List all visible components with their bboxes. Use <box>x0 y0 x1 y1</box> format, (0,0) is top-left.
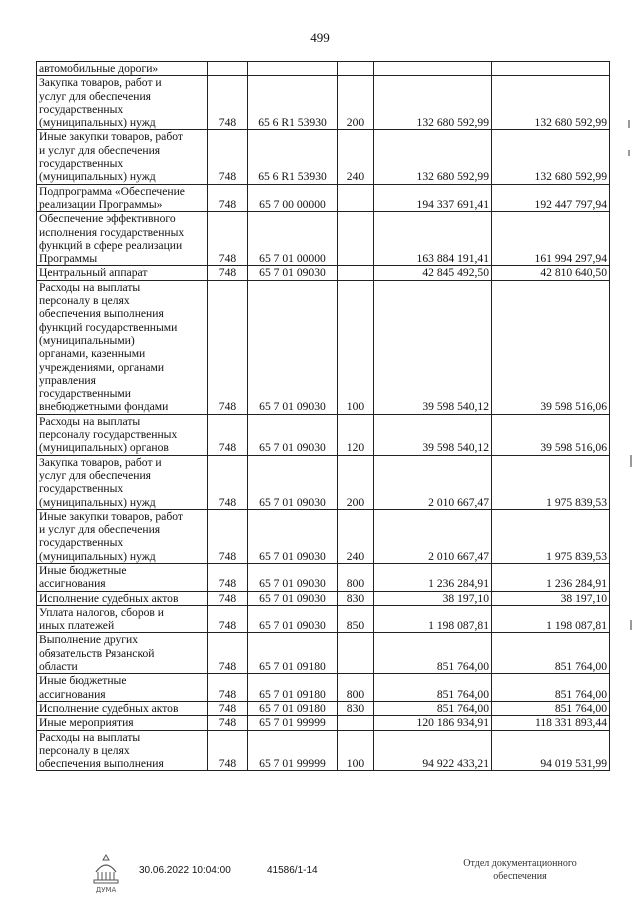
cell-sum-1: 120 186 934,91 <box>374 716 492 730</box>
table-row <box>37 184 610 212</box>
cell-sum-2: 161 994 297,94 <box>492 212 610 266</box>
cell-sum-2 <box>492 62 610 76</box>
page-number: 499 <box>310 30 330 45</box>
cell-csr: 65 7 01 09180 <box>248 701 338 715</box>
cell-csr: 65 7 01 09030 <box>248 605 338 633</box>
cell-name: Расходы на выплаты персоналу в целях обеспечения выполнения функций государственными (муниципальными) органами, казенными учреждениями, органами управления государственными внебюджетными фондами <box>37 280 208 414</box>
cell-ved: 748 <box>208 280 248 414</box>
cell-sum-1 <box>374 62 492 76</box>
cell-sum-1: 851 764,00 <box>374 674 492 702</box>
cell-vr <box>338 633 374 674</box>
scan-margin-mark <box>628 120 630 128</box>
cell-sum-1: 851 764,00 <box>374 701 492 715</box>
table-row <box>37 455 610 509</box>
table-row <box>37 716 610 730</box>
cell-sum-1: 39 598 540,12 <box>374 414 492 455</box>
cell-vr <box>338 716 374 730</box>
table-row <box>37 414 610 455</box>
cell-sum-2: 94 019 531,99 <box>492 730 610 771</box>
cell-ved: 748 <box>208 414 248 455</box>
table-row <box>37 509 610 563</box>
budget-table <box>36 61 610 771</box>
cell-csr: 65 7 01 09180 <box>248 633 338 674</box>
registration-number: 41586/1-14 <box>267 865 318 876</box>
table-row <box>37 76 610 130</box>
cell-csr: 65 7 01 09030 <box>248 591 338 605</box>
cell-sum-2: 39 598 516,06 <box>492 280 610 414</box>
cell-sum-1: 38 197,10 <box>374 591 492 605</box>
cell-name: Выполнение других обязательств Рязанской области <box>37 633 208 674</box>
cell-vr: 830 <box>338 591 374 605</box>
cell-csr: 65 7 01 09030 <box>248 414 338 455</box>
cell-csr: 65 6 R1 53930 <box>248 130 338 184</box>
cell-vr: 200 <box>338 76 374 130</box>
cell-csr: 65 7 00 00000 <box>248 184 338 212</box>
table-row <box>37 563 610 591</box>
cell-name: Исполнение судебных актов <box>37 591 208 605</box>
cell-csr: 65 7 01 99999 <box>248 716 338 730</box>
cell-name: Иные закупки товаров, работ и услуг для обеспечения государственных (муниципальных) нужд <box>37 130 208 184</box>
cell-ved: 748 <box>208 509 248 563</box>
cell-sum-2: 1 236 284,91 <box>492 563 610 591</box>
cell-ved <box>208 62 248 76</box>
cell-vr <box>338 62 374 76</box>
cell-name: Иные закупки товаров, работ и услуг для обеспечения государственных (муниципальных) нужд <box>37 509 208 563</box>
cell-csr: 65 7 01 09030 <box>248 455 338 509</box>
table-row <box>37 633 610 674</box>
cell-csr: 65 7 01 09030 <box>248 266 338 280</box>
cell-name: Подпрограмма «Обеспечение реализации Программы» <box>37 184 208 212</box>
document-date: 30.06.2022 10:04:00 <box>139 865 231 876</box>
cell-ved: 748 <box>208 716 248 730</box>
cell-csr: 65 7 01 99999 <box>248 730 338 771</box>
cell-sum-1: 94 922 433,21 <box>374 730 492 771</box>
cell-name: Иные бюджетные ассигнования <box>37 674 208 702</box>
cell-sum-2: 132 680 592,99 <box>492 76 610 130</box>
cell-vr: 800 <box>338 563 374 591</box>
cell-sum-2: 1 975 839,53 <box>492 509 610 563</box>
table-row <box>37 674 610 702</box>
cell-ved: 748 <box>208 76 248 130</box>
footer <box>0 852 640 902</box>
table-row <box>37 212 610 266</box>
cell-sum-1: 2 010 667,47 <box>374 509 492 563</box>
cell-ved: 748 <box>208 130 248 184</box>
cell-sum-1: 194 337 691,41 <box>374 184 492 212</box>
table-row <box>37 62 610 76</box>
cell-vr: 830 <box>338 701 374 715</box>
table-row <box>37 280 610 414</box>
table-row <box>37 605 610 633</box>
cell-csr: 65 7 01 09030 <box>248 509 338 563</box>
cell-sum-2: 851 764,00 <box>492 633 610 674</box>
cell-vr: 240 <box>338 509 374 563</box>
cell-vr <box>338 212 374 266</box>
cell-vr: 240 <box>338 130 374 184</box>
department-stamp: Отдел документационного обеспечения <box>463 858 577 882</box>
table-row <box>37 266 610 280</box>
scan-margin-mark <box>628 150 630 156</box>
scan-margin-mark <box>630 620 632 630</box>
cell-sum-1: 851 764,00 <box>374 633 492 674</box>
cell-name: Исполнение судебных актов <box>37 701 208 715</box>
cell-sum-1: 1 198 087,81 <box>374 605 492 633</box>
cell-name: Иные бюджетные ассигнования <box>37 563 208 591</box>
cell-ved: 748 <box>208 455 248 509</box>
cell-ved: 748 <box>208 674 248 702</box>
cell-sum-1: 42 845 492,50 <box>374 266 492 280</box>
cell-sum-1: 2 010 667,47 <box>374 455 492 509</box>
cell-name: Уплата налогов, сборов и иных платежей <box>37 605 208 633</box>
cell-csr: 65 7 01 09030 <box>248 280 338 414</box>
cell-sum-1: 1 236 284,91 <box>374 563 492 591</box>
cell-ved: 748 <box>208 266 248 280</box>
duma-emblem-icon <box>88 852 124 896</box>
cell-vr <box>338 266 374 280</box>
cell-ved: 748 <box>208 563 248 591</box>
cell-sum-2: 42 810 640,50 <box>492 266 610 280</box>
cell-sum-1: 132 680 592,99 <box>374 76 492 130</box>
budget-table-body <box>37 62 610 771</box>
cell-name: автомобильные дороги» <box>37 62 208 76</box>
cell-csr: 65 6 R1 53930 <box>248 76 338 130</box>
cell-ved: 748 <box>208 184 248 212</box>
cell-sum-2: 851 764,00 <box>492 701 610 715</box>
cell-vr <box>338 184 374 212</box>
table-row <box>37 730 610 771</box>
cell-sum-1: 163 884 191,41 <box>374 212 492 266</box>
cell-vr: 850 <box>338 605 374 633</box>
cell-name: Обеспечение эффективного исполнения государственных функций в сфере реализации Программы <box>37 212 208 266</box>
cell-ved: 748 <box>208 633 248 674</box>
cell-ved: 748 <box>208 212 248 266</box>
cell-vr: 120 <box>338 414 374 455</box>
cell-sum-2: 192 447 797,94 <box>492 184 610 212</box>
cell-name: Расходы на выплаты персоналу в целях обеспечения выполнения <box>37 730 208 771</box>
cell-sum-1: 39 598 540,12 <box>374 280 492 414</box>
cell-sum-2: 1 198 087,81 <box>492 605 610 633</box>
table-row <box>37 701 610 715</box>
cell-sum-1: 132 680 592,99 <box>374 130 492 184</box>
cell-name: Центральный аппарат <box>37 266 208 280</box>
cell-ved: 748 <box>208 605 248 633</box>
cell-ved: 748 <box>208 701 248 715</box>
cell-sum-2: 39 598 516,06 <box>492 414 610 455</box>
cell-vr: 100 <box>338 730 374 771</box>
cell-sum-2: 851 764,00 <box>492 674 610 702</box>
cell-sum-2: 118 331 893,44 <box>492 716 610 730</box>
cell-name: Расходы на выплаты персоналу государственных (муниципальных) органов <box>37 414 208 455</box>
table-row <box>37 591 610 605</box>
cell-name: Закупка товаров, работ и услуг для обеспечения государственных (муниципальных) нужд <box>37 455 208 509</box>
cell-csr: 65 7 01 00000 <box>248 212 338 266</box>
cell-csr: 65 7 01 09030 <box>248 563 338 591</box>
cell-ved: 748 <box>208 591 248 605</box>
cell-name: Иные мероприятия <box>37 716 208 730</box>
cell-vr: 200 <box>338 455 374 509</box>
cell-csr <box>248 62 338 76</box>
cell-vr: 800 <box>338 674 374 702</box>
cell-name: Закупка товаров, работ и услуг для обеспечения государственных (муниципальных) нужд <box>37 76 208 130</box>
logo-text: ДУМА <box>95 886 117 894</box>
scan-margin-mark <box>630 455 632 467</box>
cell-sum-2: 38 197,10 <box>492 591 610 605</box>
cell-csr: 65 7 01 09180 <box>248 674 338 702</box>
cell-sum-2: 132 680 592,99 <box>492 130 610 184</box>
cell-ved: 748 <box>208 730 248 771</box>
table-row <box>37 130 610 184</box>
cell-sum-2: 1 975 839,53 <box>492 455 610 509</box>
cell-vr: 100 <box>338 280 374 414</box>
